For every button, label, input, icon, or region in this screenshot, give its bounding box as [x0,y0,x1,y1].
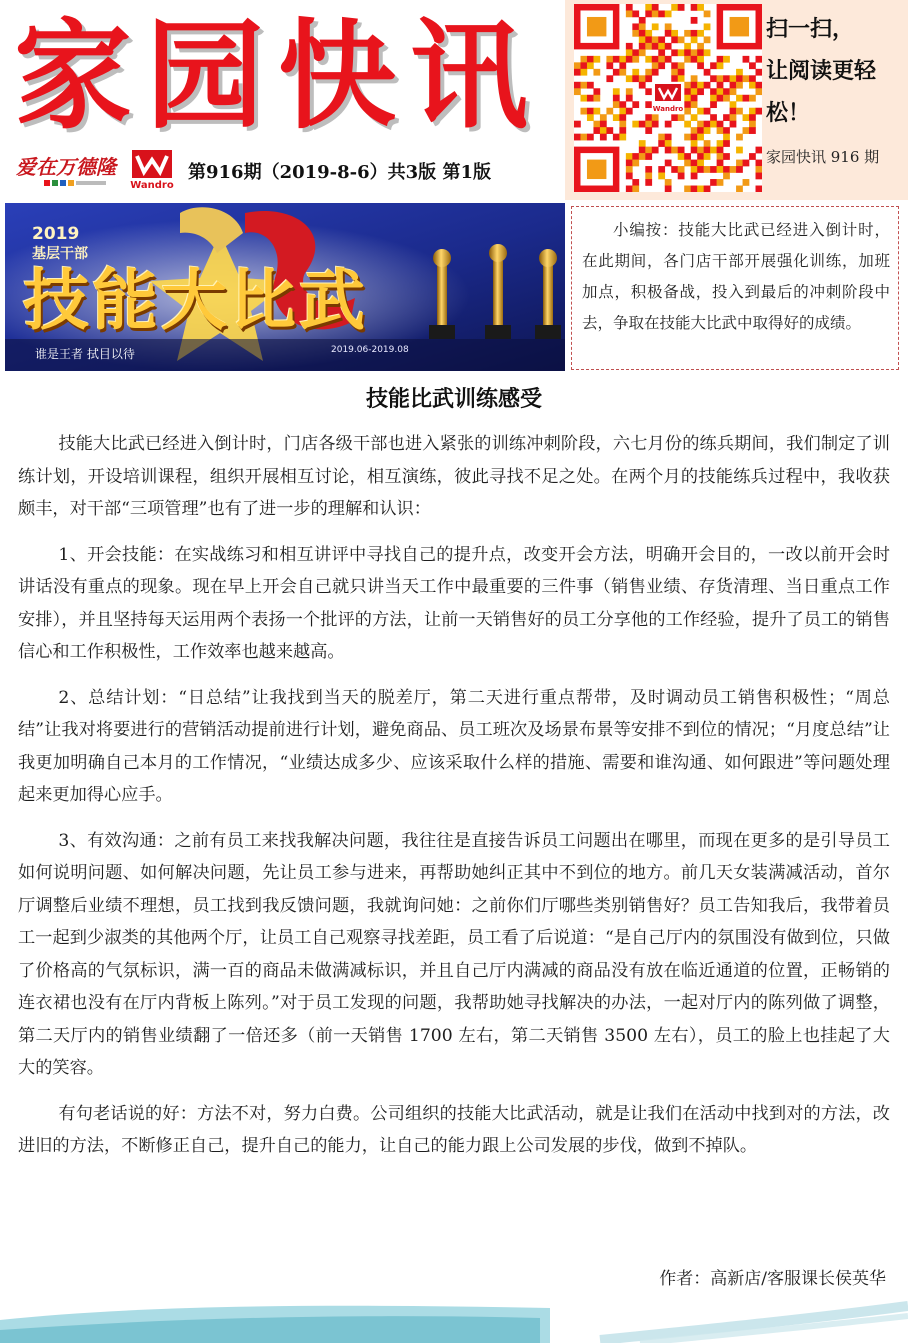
wandro-logo [128,150,176,194]
masthead [0,0,565,200]
wandro-logo-icon [128,150,176,180]
article-paragraph: 2、总结计划：“日总结”让我找到当天的脱差厅，第二天进行重点帮带，及时调动员工销售积极性；“周总结”让我对将要进行的营销活动提前进行计划，避免商品、员工班次及场景布景等安排不到位的情况；“月度总结”让我更加明确自己本月的工作情况，“业绩达成多少、应该采取什么样的措施、需要和谁沟通、如何跟进”等问题处理起来更加得心应手。 [18,687,890,805]
qr-issue-label: 家园快讯 916 期 [766,148,880,166]
qr-caption [766,8,906,134]
banner-subtitle: 基层干部 [32,246,88,262]
issue-line: 第916期（2019-8-6）共3版 第1版 [188,162,491,183]
banner-year: 2019 [32,224,80,244]
article-title: 技能比武训练感受 [365,386,542,412]
article-paragraph: 有句老话说的好：方法不对，努力白费。公司组织的技能大比武活动，就是让我们在活动中找到对的方法，改进旧的方法，不断修正自己，提升自己的能力，让自己的能力跟上公司发展的步伐，做到不掉队。 [18,1103,890,1156]
banner-date-range: 2019.06-2019.08 [331,345,409,355]
banner-title: 技能大比武 [23,262,368,339]
qr-caption-line2: 让阅读更轻松！ [766,58,877,126]
banner-image [5,203,565,371]
footer-decoration [0,1300,908,1343]
qr-center-logo [655,84,681,101]
qr-code-graphic [574,4,762,192]
brand-logo-left-text: 爱在万德隆 [16,155,116,179]
editor-note: 小编按：技能大比武已经进入倒计时，在此期间，各门店干部开展强化训练，加班加点，积极备战，投入到最后的冲刺阶段中去，争取在技能大比武中取得好的成绩。 [571,206,899,370]
article-byline: 作者：高新店/客服课长侯英华 [659,1269,886,1289]
qr-center-label: Wandro [652,105,684,113]
masthead-title: 家园快讯 [14,6,543,145]
article-paragraph: 3、有效沟通：之前有员工来找我解决问题，我往往是直接告诉员工问题出在哪里，而现在更多的是引导员工如何说明问题、如何解决问题，先让员工参与进来，再帮助她纠正其中不到位的地方。前几天女装满减活动，首尔厅调整后业绩不理想，员工找到我反馈问题，我就询问她：之前你们厅哪些类别销售好？员工告知我后，我带着员工一起到少淑类的其他两个厅，让员工自己观察寻找差距，员工看了后说道：“是自己厅内的氛围没有做到位，只做了价格高的气氛标识，满一百的商品未做满减标识，并且自己厅内满减的商品没有放在临近通道的位置，正畅销的连衣裙也没有在厅内背板上陈列。”对于员工发现的问题，我帮助她寻找解决的办法，一起对厅内的陈列做了调整，第二天厅内的销售业绩翻了一倍还多（前一天销售 1700 左右，第二天销售 3500 左右），员工的脸上也挂起了大大的笑容。 [18,830,890,1078]
article-paragraph: 1、开会技能：在实战练习和相互讲评中寻找自己的提升点，改变开会方法，明确开会目的，一改以前开会时讲话没有重点的现象。现在早上开会自己就只讲当天工作中最重要的三件事（销售业绩、存货清理、当日重点工作安排），并且坚持每天运用两个表扬一个批评的方法，让前一天销售好的员工分享他的工作经验，提升了员工的销售信心和工作积极性，工作效率也越来越高。 [18,544,890,662]
banner-slogan: 谁是王者 拭目以待 [35,347,135,361]
brand-logo-left [14,148,118,192]
article-body [18,428,890,1176]
wandro-logo-text: Wandro [130,180,174,191]
qr-code [574,4,762,192]
qr-panel [565,0,908,200]
qr-caption-line1: 扫一扫， [766,16,855,42]
article-paragraph: 技能大比武已经进入倒计时，门店各级干部也进入紧张的训练冲刺阶段，六七月份的练兵期间，我们制定了训练计划，开设培训课程，组织开展相互讨论，相互演练，彼此寻找不足之处。在两个月的技能练兵过程中，我收获颇丰，对干部“三项管理”也有了进一步的理解和认识： [18,434,890,519]
